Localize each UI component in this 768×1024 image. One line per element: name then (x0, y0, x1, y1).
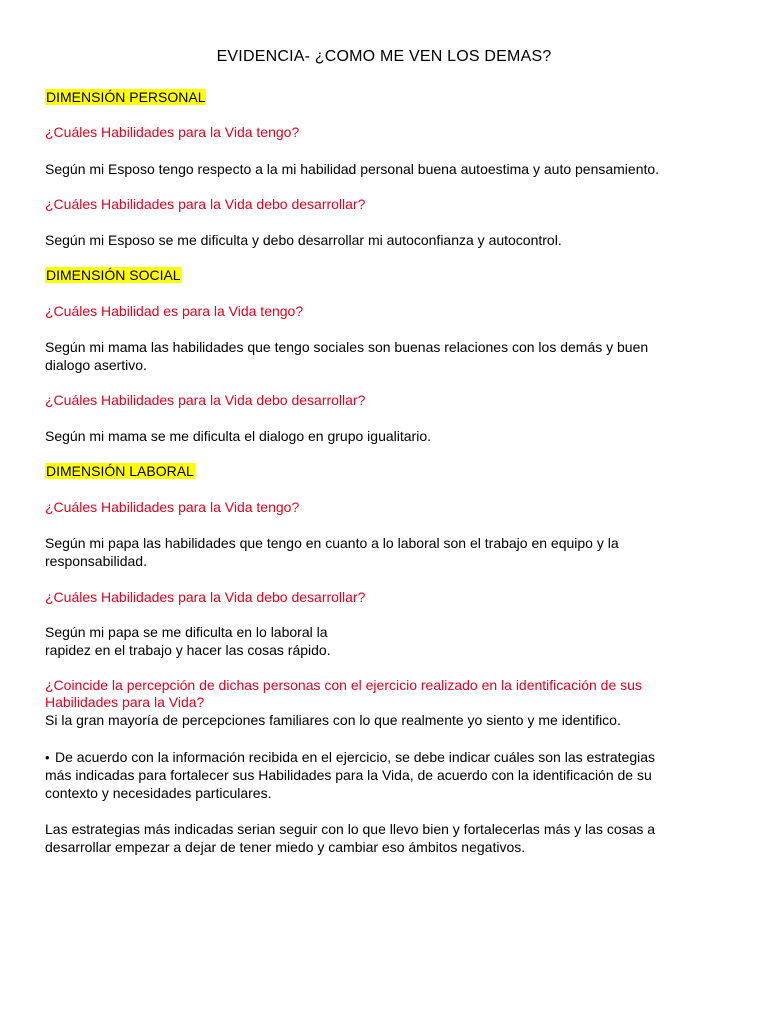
answer-social-have-line1: Según mi mama las habilidades que tengo sociales son buenas relaciones con los demás y buen (45, 339, 649, 355)
answer-laboral-develop-line1: Según mi papa se me dificulta en lo laboral la (45, 624, 328, 640)
highlighted-heading: DIMENSIÓN LABORAL (46, 463, 194, 479)
final-answer: Si la gran mayoría de percepciones familiares con lo que realmente yo siento y me identifico. (45, 712, 621, 728)
section-heading-laboral (45, 462, 725, 480)
question-laboral-have: ¿Cuáles Habilidades para la Vida tengo? (45, 499, 300, 515)
highlighted-heading: DIMENSIÓN PERSONAL (46, 89, 206, 105)
bullet-icon: • (45, 750, 50, 765)
closing-paragraph-line2: desarrollar empezar a dejar de tener miedo y cambiar eso ámbitos negativos. (45, 839, 526, 855)
question-personal-have: ¿Cuáles Habilidades para la Vida tengo? (45, 124, 300, 140)
document-title: EVIDENCIA- ¿COMO ME VEN LOS DEMAS? (216, 48, 552, 65)
bullet-text: De acuerdo con la información recibida en el ejercicio, se debe indicar cuáles son las estrategias (55, 749, 655, 765)
question-personal-develop: ¿Cuáles Habilidades para la Vida debo desarrollar? (45, 196, 366, 212)
section-heading-personal (45, 88, 725, 106)
answer-personal-develop: Según mi Esposo se me dificulta y debo desarrollar mi autoconfianza y autocontrol. (45, 232, 562, 248)
highlighted-heading: DIMENSIÓN SOCIAL (46, 267, 181, 283)
question-laboral-develop: ¿Cuáles Habilidades para la Vida debo desarrollar? (45, 589, 366, 605)
question-social-have: ¿Cuáles Habilidad es para la Vida tengo? (45, 303, 304, 319)
section-heading-social (45, 266, 725, 284)
answer-laboral-have-line2: responsabilidad. (45, 553, 147, 569)
answer-social-develop: Según mi mama se me dificulta el dialogo en grupo igualitario. (45, 428, 431, 444)
answer-social-have-line2: dialogo asertivo. (45, 357, 147, 373)
bullet-paragraph-line3: contexto y necesidades particulares. (45, 785, 272, 801)
question-social-develop: ¿Cuáles Habilidades para la Vida debo desarrollar? (45, 392, 366, 408)
final-question-line2: Habilidades para la Vida? (45, 694, 205, 710)
final-question-line1: ¿Coincide la percepción de dichas personas con el ejercicio realizado en la identificación de sus (45, 677, 642, 693)
answer-laboral-develop-line2: rapidez en el trabajo y hacer las cosas rápido. (45, 642, 331, 658)
bullet-paragraph-line2: más indicadas para fortalecer sus Habilidades para la Vida, de acuerdo con la identificación de su (45, 767, 652, 783)
answer-personal-have: Según mi Esposo tengo respecto a la mi habilidad personal buena autoestima y auto pensamiento. (45, 161, 660, 177)
closing-paragraph-line1: Las estrategias más indicadas serian seguir con lo que llevo bien y fortalecerlas más y las cosas a (45, 821, 656, 837)
bullet-paragraph-line1 (45, 748, 725, 767)
answer-laboral-have-line1: Según mi papa las habilidades que tengo en cuanto a lo laboral son el trabajo en equipo y la (45, 535, 619, 551)
